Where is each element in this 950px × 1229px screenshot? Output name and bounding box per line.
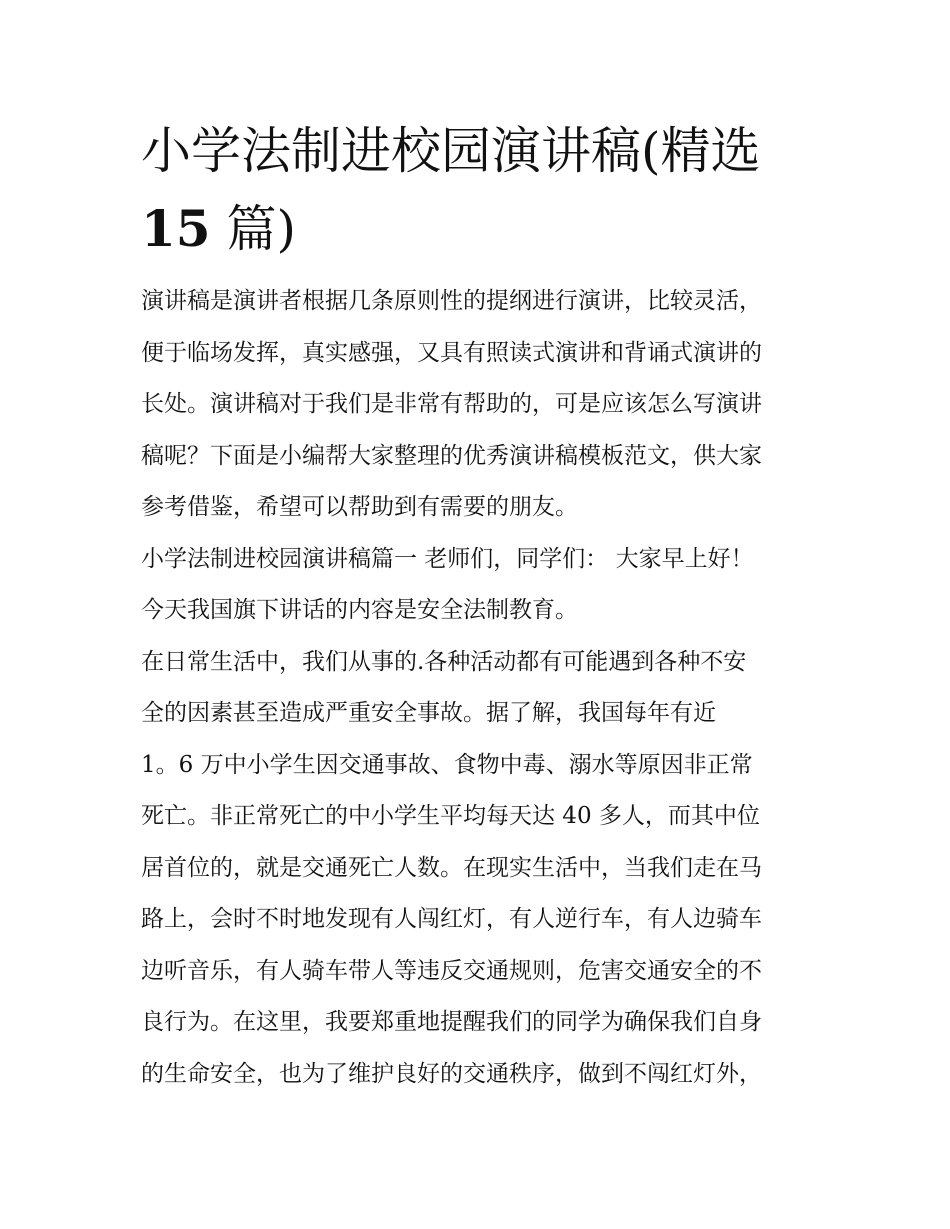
- text-line: 今天我国旗下讲话的内容是安全法制教育。: [141, 597, 578, 623]
- text-line: 居首位的，就是交通死亡人数。在现实生活中，当我们走在马: [141, 854, 762, 881]
- text-line: 参考借鉴，希望可以帮助到有需要的朋友。: [141, 494, 578, 520]
- text-line: 良行为。在这里，我要郑重地提醒我们的同学为确保我们自身: [141, 1009, 762, 1035]
- text-line: 边听音乐，有人骑车带人等违反交通规则，危害交通安全的不: [141, 957, 762, 984]
- text-line: 小学法制进校园演讲稿篇一 老师们，同学们： 大家早上好！: [141, 545, 754, 572]
- text-line: 全的因素甚至造成严重安全事故。据了解，我国每年有近: [141, 700, 716, 726]
- text-line: 的生命安全，也为了维护良好的交通秩序，做到不闯红灯外，: [141, 1060, 762, 1087]
- title-line-2: 篇): [210, 200, 296, 258]
- text-line: 稿呢？下面是小编帮大家整理的优秀演讲稿模板范文，供大家: [141, 442, 762, 469]
- text-line: 路上，会时不时地发现有人闯红灯，有人逆行车，有人边骑车: [141, 906, 762, 932]
- document-title: [141, 112, 821, 268]
- title-number: 15: [141, 199, 211, 258]
- text-line: 便于临场发挥，真实感强，又具有照读式演讲和背诵式演讲的: [141, 339, 762, 366]
- text-line: 在日常生活中，我们从事的.各种活动都有可能遇到各种不安: [141, 648, 747, 675]
- text-line: 死亡。非正常死亡的中小学生平均每天达 40 多人，而其中位: [141, 803, 760, 829]
- body-text: [141, 276, 821, 1100]
- text-line: 长处。演讲稿对于我们是非常有帮助的，可是应该怎么写演讲: [141, 391, 762, 417]
- title-line-1: 小学法制进校园演讲稿(精选: [141, 122, 761, 180]
- text-line: 演讲稿是演讲者根据几条原则性的提纲进行演讲，比较灵活，: [141, 288, 762, 314]
- text-line: 1。6 万中小学生因交通事故、食物中毒、溺水等原因非正常: [141, 751, 753, 778]
